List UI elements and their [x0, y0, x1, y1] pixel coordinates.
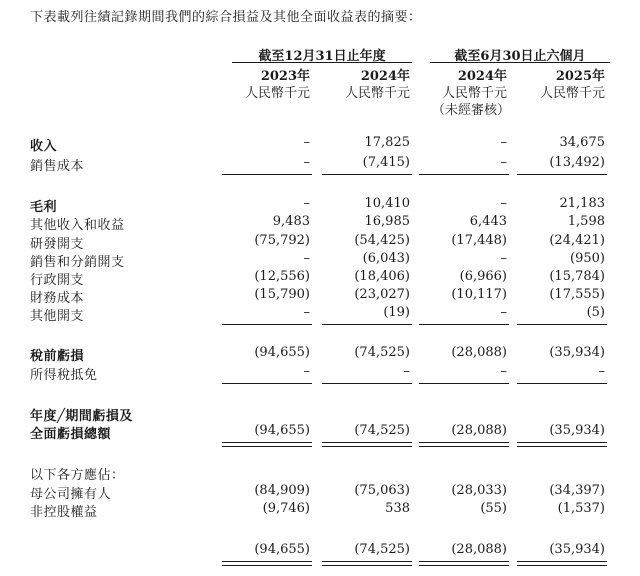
- row-label: 其他開支: [30, 309, 85, 324]
- subtotal-rule: [322, 324, 412, 325]
- column-unit-2024-interim: 人民幣千元: [441, 86, 507, 101]
- double-total-rule: [517, 442, 607, 447]
- table-cell: (9,746): [262, 501, 310, 516]
- table-cell: (10,117): [451, 287, 507, 302]
- table-cell: (94,655): [254, 345, 310, 360]
- table-cell: 6,443: [469, 214, 507, 229]
- table-cell: 9,483: [272, 214, 310, 229]
- table-cell: (74,525): [354, 345, 410, 360]
- table-cell: (23,027): [354, 287, 410, 302]
- table-cell: (28,033): [451, 483, 507, 498]
- table-cell: (34,397): [549, 483, 605, 498]
- table-cell: –: [500, 251, 507, 266]
- table-cell: –: [598, 364, 605, 379]
- table-cell: (17,555): [549, 287, 605, 302]
- row-label: 以下各方應佔：: [30, 468, 125, 483]
- table-cell: (55): [480, 501, 507, 516]
- table-cell: (15,790): [254, 287, 310, 302]
- double-total-rule: [322, 561, 412, 566]
- row-label: 所得稅抵免: [30, 368, 98, 383]
- table-cell: (84,909): [254, 483, 310, 498]
- subtotal-rule: [322, 174, 412, 175]
- table-cell: –: [500, 305, 507, 320]
- subtotal-rule: [222, 383, 312, 384]
- double-total-rule: [419, 561, 509, 566]
- subtotal-rule: [419, 383, 509, 384]
- table-cell: (75,792): [254, 233, 310, 248]
- table-cell: (94,655): [254, 423, 310, 438]
- table-cell: (35,934): [549, 423, 605, 438]
- table-cell: –: [303, 364, 310, 379]
- table-cell: (75,063): [354, 483, 410, 498]
- subtotal-rule: [222, 324, 312, 325]
- table-cell: 21,183: [559, 196, 605, 211]
- table-cell: (24,421): [549, 233, 605, 248]
- table-cell: –: [303, 305, 310, 320]
- column-year-2025: 2025年: [555, 69, 605, 84]
- table-cell: (5): [586, 305, 605, 320]
- period-header-annual-rule: [232, 62, 412, 63]
- table-cell: 10,410: [364, 196, 410, 211]
- row-label: 研發開支: [30, 237, 85, 252]
- table-cell: (28,088): [451, 542, 507, 557]
- double-total-rule: [322, 442, 412, 447]
- table-cell: (12,556): [254, 269, 310, 284]
- column-year-2024-interim: 2024年: [457, 69, 507, 84]
- table-cell: (28,088): [451, 423, 507, 438]
- column-year-2024: 2024年: [360, 69, 410, 84]
- subtotal-rule: [517, 324, 607, 325]
- column-unit-2023: 人民幣千元: [244, 86, 310, 101]
- table-cell: 16,985: [364, 214, 410, 229]
- double-total-rule: [419, 442, 509, 447]
- double-total-rule: [222, 561, 312, 566]
- intro-text: 下表載列往績記錄期間我們的綜合損益及其他全面收益表的摘要：: [30, 10, 422, 25]
- table-cell: (28,088): [451, 345, 507, 360]
- table-cell: –: [303, 135, 310, 150]
- period-header-interim-rule: [430, 62, 610, 63]
- table-cell: –: [303, 155, 310, 170]
- row-label: 非控股權益: [30, 505, 98, 520]
- table-cell: (17,448): [451, 233, 507, 248]
- table-cell: (74,525): [354, 423, 410, 438]
- table-cell: –: [500, 135, 507, 150]
- column-note-unaudited: （未經審核）: [431, 103, 510, 118]
- row-label: 銷售和分銷開支: [30, 255, 125, 270]
- table-cell: 17,825: [364, 135, 410, 150]
- row-label: 其他收入和收益: [30, 218, 125, 233]
- double-total-rule: [517, 561, 607, 566]
- table-cell: (54,425): [354, 233, 410, 248]
- table-cell: (35,934): [549, 542, 605, 557]
- table-cell: –: [303, 251, 310, 266]
- column-unit-2024: 人民幣千元: [344, 86, 410, 101]
- table-cell: 1,598: [567, 214, 605, 229]
- table-cell: 34,675: [559, 135, 605, 150]
- table-cell: (1,537): [557, 501, 605, 516]
- double-total-rule: [222, 442, 312, 447]
- subtotal-rule: [419, 324, 509, 325]
- column-unit-2025: 人民幣千元: [539, 86, 605, 101]
- table-cell: (950): [570, 251, 605, 266]
- table-cell: (19): [383, 305, 410, 320]
- row-label: 稅前虧損: [30, 349, 85, 364]
- table-cell: (15,784): [549, 269, 605, 284]
- subtotal-rule: [322, 383, 412, 384]
- row-label: 財務成本: [30, 291, 85, 306]
- table-cell: –: [500, 364, 507, 379]
- table-cell: (6,043): [362, 251, 410, 266]
- subtotal-rule: [222, 174, 312, 175]
- table-cell: (13,492): [549, 155, 605, 170]
- table-cell: 538: [385, 501, 410, 516]
- table-cell: (74,525): [354, 542, 410, 557]
- row-label: 銷售成本: [30, 159, 85, 174]
- subtotal-rule: [517, 174, 607, 175]
- row-label: 毛利: [30, 200, 58, 215]
- table-cell: (35,934): [549, 345, 605, 360]
- subtotal-rule: [517, 383, 607, 384]
- subtotal-rule: [419, 174, 509, 175]
- table-cell: –: [403, 364, 410, 379]
- table-cell: (6,966): [459, 269, 507, 284]
- row-label: 收入: [30, 139, 58, 154]
- period-header-annual: 截至12月31日止年度: [258, 49, 386, 64]
- table-cell: –: [500, 155, 507, 170]
- table-cell: –: [500, 196, 507, 211]
- column-year-2023: 2023年: [260, 69, 310, 84]
- table-cell: –: [303, 196, 310, 211]
- period-header-interim: 截至6月30日止六個月: [454, 49, 586, 64]
- table-cell: (18,406): [354, 269, 410, 284]
- row-label: 年度╱期間虧損及: [30, 409, 133, 424]
- row-label: 全面虧損總額: [30, 427, 112, 442]
- row-label: 行政開支: [30, 273, 85, 288]
- table-cell: (7,415): [362, 155, 410, 170]
- row-label: 母公司擁有人: [30, 487, 112, 502]
- table-cell: (94,655): [254, 542, 310, 557]
